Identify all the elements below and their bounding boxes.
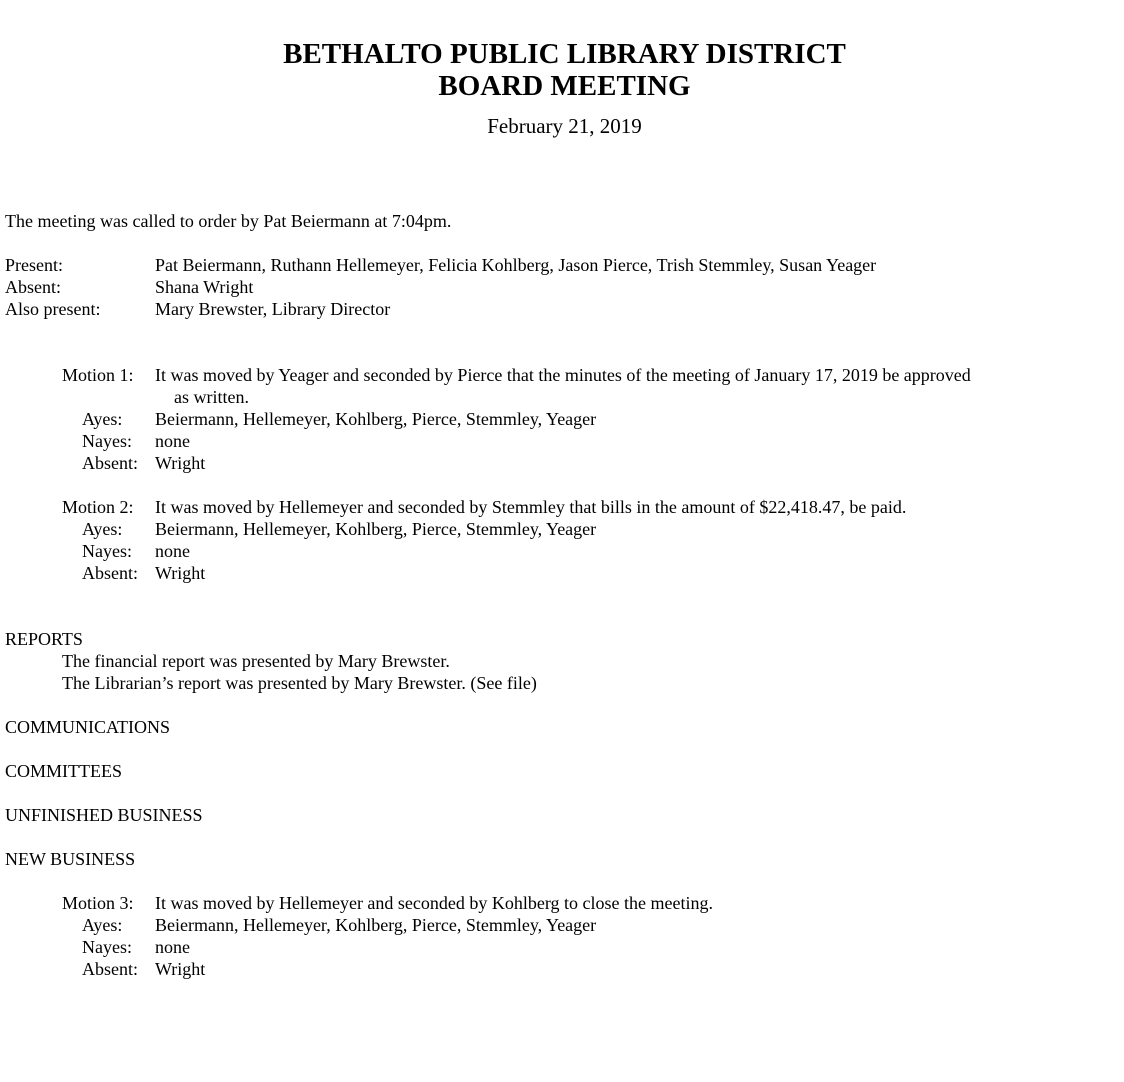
motion-1-label: Motion 1:	[62, 365, 134, 385]
motion-1-head	[62, 364, 1124, 386]
nayes-label: Nayes:	[82, 937, 132, 957]
absent-label: Absent:	[82, 959, 138, 979]
motion-3-text: It was moved by Hellemeyer and seconded by Kohlberg to close the meeting.	[155, 893, 714, 913]
motion-3-nayes-row	[62, 936, 1124, 958]
ayes-value: Beiermann, Hellemeyer, Kohlberg, Pierce, Stemmley, Yeager	[155, 409, 597, 429]
attendance-list	[5, 254, 1124, 320]
document-header	[5, 0, 1124, 139]
ayes-value: Beiermann, Hellemeyer, Kohlberg, Pierce, Stemmley, Yeager	[155, 519, 597, 539]
motion-1-absent-row	[62, 452, 1124, 474]
absent-value: Wright	[155, 959, 206, 979]
absent-value: Wright	[155, 453, 206, 473]
motion-1-nayes-row	[62, 430, 1124, 452]
motion-2-absent-row	[62, 562, 1124, 584]
attendance-row-absent	[5, 276, 1124, 298]
ayes-label: Ayes:	[82, 409, 123, 429]
motion-2-ayes-row	[62, 518, 1124, 540]
motion-2-nayes-row	[62, 540, 1124, 562]
nayes-label: Nayes:	[82, 541, 132, 561]
title-line-2: BOARD MEETING	[438, 70, 691, 102]
attendance-label: Absent:	[5, 277, 61, 297]
attendance-value: Mary Brewster, Library Director	[155, 299, 391, 319]
motion-3-head	[62, 892, 1124, 914]
motion-1-ayes-row	[62, 408, 1124, 430]
attendance-row-also-present	[5, 298, 1124, 320]
motion-2-label: Motion 2:	[62, 497, 134, 517]
ayes-value: Beiermann, Hellemeyer, Kohlberg, Pierce, Stemmley, Yeager	[155, 915, 597, 935]
absent-value: Wright	[155, 563, 206, 583]
ayes-label: Ayes:	[82, 915, 123, 935]
ayes-label: Ayes:	[82, 519, 123, 539]
motion-3-absent-row	[62, 958, 1124, 980]
motion-2	[5, 496, 1124, 584]
attendance-value: Pat Beiermann, Ruthann Hellemeyer, Felicia Kohlberg, Jason Pierce, Trish Stemmley, Susan Yeager	[155, 255, 877, 275]
motion-3-label: Motion 3:	[62, 893, 134, 913]
report-line-librarian: The Librarian’s report was presented by Mary Brewster. (See file)	[62, 673, 537, 693]
title-line-1: BETHALTO PUBLIC LIBRARY DISTRICT	[283, 38, 846, 70]
motion-1-text: It was moved by Yeager and seconded by Pierce that the minutes of the meeting of January 17, 2019 be approved	[155, 365, 971, 385]
attendance-row-present	[5, 254, 1124, 276]
report-line-financial: The financial report was presented by Mary Brewster.	[62, 651, 450, 671]
opening-line: The meeting was called to order by Pat Beiermann at 7:04pm.	[5, 211, 452, 231]
motion-3-ayes-row	[62, 914, 1124, 936]
section-header-new-business: NEW BUSINESS	[5, 849, 136, 869]
motion-1	[5, 364, 1124, 474]
attendance-label: Also present:	[5, 299, 101, 319]
nayes-value: none	[155, 541, 190, 561]
motion-2-head	[62, 496, 1124, 518]
reports-header: REPORTS	[5, 629, 83, 649]
reports-section	[5, 628, 1124, 694]
motion-1-text-continuation: as written.	[174, 387, 249, 407]
nayes-value: none	[155, 937, 190, 957]
nayes-value: none	[155, 431, 190, 451]
meeting-date: February 21, 2019	[487, 114, 642, 138]
motion-3	[5, 892, 1124, 980]
attendance-value: Shana Wright	[155, 277, 254, 297]
absent-label: Absent:	[82, 453, 138, 473]
attendance-label: Present:	[5, 255, 63, 275]
motion-2-text: It was moved by Hellemeyer and seconded by Stemmley that bills in the amount of $22,418.47, be paid.	[155, 497, 907, 517]
nayes-label: Nayes:	[82, 431, 132, 451]
section-header-committees: COMMITTEES	[5, 761, 122, 781]
section-header-unfinished-business: UNFINISHED BUSINESS	[5, 805, 203, 825]
section-header-communications: COMMUNICATIONS	[5, 717, 171, 737]
absent-label: Absent:	[82, 563, 138, 583]
document-title	[5, 38, 1124, 102]
